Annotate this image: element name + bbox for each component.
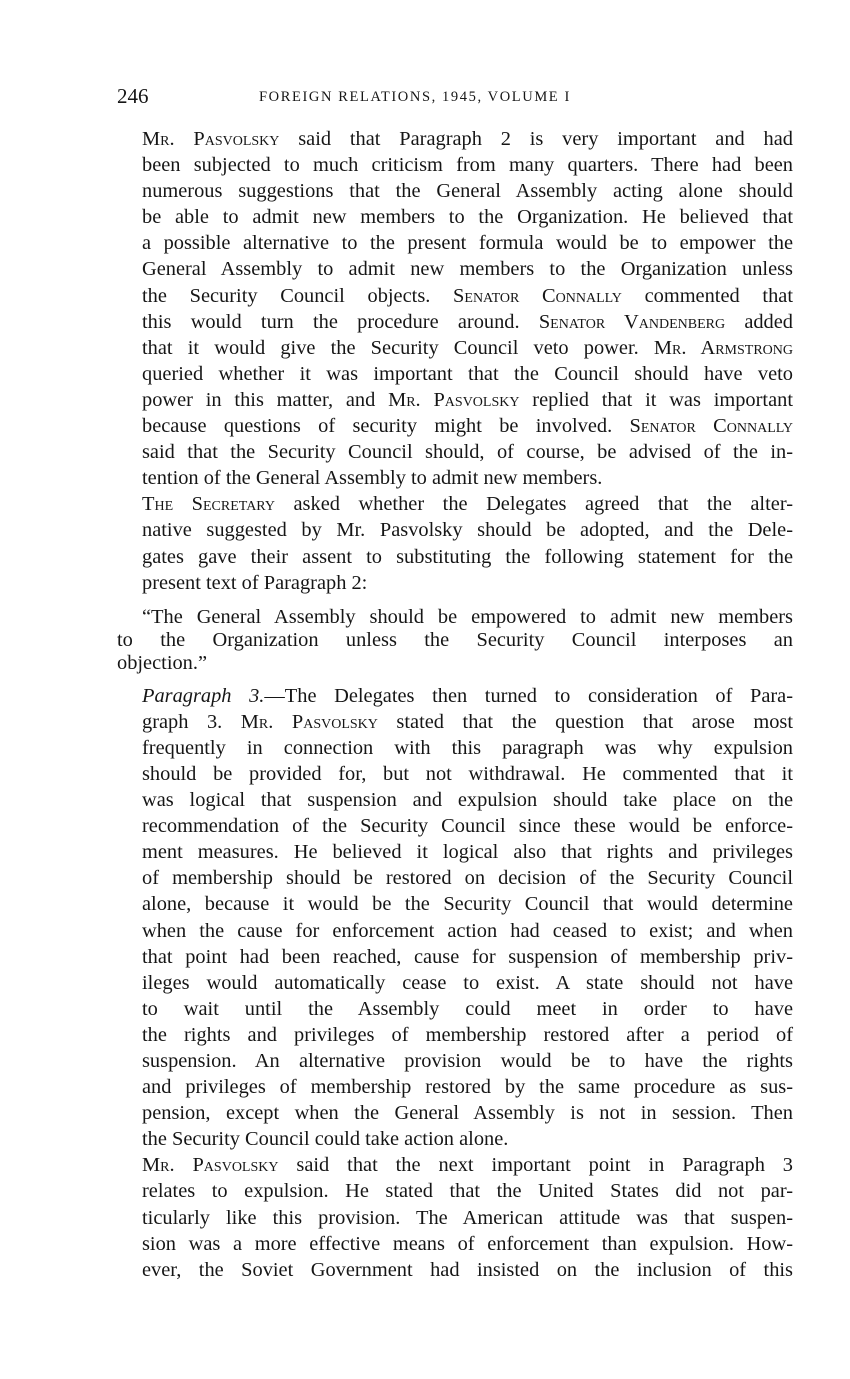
line-text: frequently in connection with this paragraph was why expulsion <box>142 736 793 759</box>
line-text: replied that it was important <box>519 388 793 411</box>
line-text: ileges would automatically cease to exist. A state should not have <box>142 971 793 994</box>
line-text: —The Delegates then turned to consideration of Para- <box>264 684 794 707</box>
speaker-name: The Secretary <box>142 493 275 516</box>
speaker-name: Senator Vandenberg <box>538 310 726 333</box>
text-line <box>117 1178 793 1204</box>
text-line <box>117 1022 793 1048</box>
text-line <box>117 918 793 944</box>
text-line <box>117 413 793 439</box>
text-line <box>117 570 793 596</box>
text-line <box>117 335 793 361</box>
line-text: ment measures. He believed it logical also that rights and privileges <box>142 841 793 864</box>
text-line <box>117 204 793 230</box>
speaker-name: Senator Connally <box>629 415 794 438</box>
line-text: been subjected to much criticism from many quarters. There had been <box>142 154 793 177</box>
text-line <box>117 761 793 787</box>
line-text: ticularly like this provision. The American attitude was that suspen- <box>142 1206 793 1229</box>
text-line <box>117 787 793 813</box>
line-text: pension, except when the General Assembly is not in session. Then <box>142 1102 793 1125</box>
page-header <box>117 84 793 112</box>
text-line <box>117 178 793 204</box>
line-text: alone, because it would be the Security Council that would determine <box>142 893 793 916</box>
text-line <box>117 709 793 735</box>
line-text: and privileges of membership restored by the same procedure as sus- <box>142 1076 793 1099</box>
line-text: that it would give the Security Council veto power. <box>142 336 654 359</box>
line-text: added <box>725 310 793 333</box>
text-line <box>117 1205 793 1231</box>
text-line <box>117 309 793 335</box>
line-text: to the Organization unless the Security Council interposes an <box>117 628 793 651</box>
text-line <box>117 1074 793 1100</box>
text-line <box>117 891 793 917</box>
line-text: that point had been reached, cause for suspension of membership priv- <box>142 945 793 968</box>
text-line <box>117 839 793 865</box>
line-text: relates to expulsion. He stated that the United States did not par- <box>142 1180 793 1203</box>
line-text: queried whether it was important that the Council should have veto <box>142 362 793 385</box>
running-head: FOREIGN RELATIONS, 1945, VOLUME I <box>259 89 571 105</box>
text-line <box>117 652 793 675</box>
line-text: objection.” <box>117 651 208 674</box>
line-text: native suggested by Mr. Pasvolsky should be adopted, and the Dele- <box>142 519 793 542</box>
line-text: asked whether the Delegates agreed that the alter- <box>274 493 793 516</box>
speaker-name: Mr. Pasvolsky <box>240 710 378 733</box>
line-text: this would turn the procedure around. <box>142 310 539 333</box>
speaker-name: Mr. Pasvolsky <box>142 128 280 150</box>
line-text: be able to admit new members to the Organization. He believed that <box>142 206 793 229</box>
speaker-name: Mr. Pasvolsky <box>142 1154 279 1177</box>
text-line <box>117 1048 793 1074</box>
speaker-name: Senator Connally <box>453 284 622 307</box>
text-line <box>117 283 793 309</box>
speaker-name: Mr. Armstrong <box>653 336 793 359</box>
text-line <box>117 1257 793 1283</box>
body-text <box>117 126 793 1283</box>
block-quote <box>117 606 793 675</box>
line-text: of membership should be restored on decision of the Security Council <box>142 867 793 890</box>
text-line <box>117 629 793 652</box>
text-line <box>117 1152 793 1178</box>
text-line <box>117 465 793 491</box>
text-line <box>117 865 793 891</box>
line-text: the Security Council could take action alone. <box>142 1128 509 1151</box>
text-line <box>117 1126 793 1152</box>
speaker-name: Mr. Pasvolsky <box>388 388 520 411</box>
line-text: graph 3. <box>142 710 241 733</box>
line-text: power in this matter, and <box>142 388 389 411</box>
text-line <box>117 544 793 570</box>
text-line <box>117 152 793 178</box>
text-line <box>117 683 793 709</box>
text-line <box>117 1100 793 1126</box>
text-line <box>117 970 793 996</box>
line-text: ever, the Soviet Government had insisted on the inclusion of this <box>142 1258 793 1281</box>
text-line <box>117 126 793 152</box>
line-text: to wait until the Assembly could meet in order to have <box>142 997 793 1020</box>
line-text: said that Paragraph 2 is very important and had <box>279 128 793 150</box>
line-text: commented that <box>621 284 793 307</box>
line-text: the Security Council objects. <box>142 284 454 307</box>
text-line <box>117 491 793 517</box>
text-line <box>117 813 793 839</box>
line-text: General Assembly to admit new members to the Organization unless <box>142 258 793 281</box>
text-line <box>117 230 793 256</box>
line-text: “The General Assembly should be empowered to admit new members <box>142 605 793 628</box>
text-line <box>117 256 793 282</box>
text-line <box>117 1231 793 1257</box>
text-line <box>117 996 793 1022</box>
page-number: 246 <box>117 84 149 108</box>
line-text: gates gave their assent to substituting the following statement for the <box>142 545 793 568</box>
text-line <box>117 439 793 465</box>
text-line <box>117 735 793 761</box>
text-line <box>117 944 793 970</box>
line-text: suspension. An alternative provision would be to have the rights <box>142 1050 793 1072</box>
line-text: stated that the question that arose most <box>377 710 793 733</box>
text-line <box>142 606 793 629</box>
line-text: when the cause for enforcement action had ceased to exist; and when <box>142 919 793 942</box>
line-text: present text of Paragraph 2: <box>142 571 368 594</box>
line-text: tention of the General Assembly to admit new members. <box>142 467 603 490</box>
text-line <box>117 361 793 387</box>
line-text: recommendation of the Security Council since these would be enforce- <box>142 815 793 838</box>
line-text: the rights and privileges of membership restored after a period of <box>142 1023 793 1046</box>
line-text: was logical that suspension and expulsion should take place on the <box>142 789 793 812</box>
line-text: said that the next important point in Paragraph 3 <box>278 1154 794 1177</box>
text-line <box>117 387 793 413</box>
line-text: a possible alternative to the present formula would be to empower the <box>142 232 793 255</box>
line-text: should be provided for, but not withdrawal. He commented that it <box>142 762 793 785</box>
paragraph <box>117 1152 793 1282</box>
paragraph <box>117 126 793 491</box>
line-text: said that the Security Council should, of course, be advised of the in- <box>142 441 793 464</box>
paragraph <box>117 683 793 1153</box>
text-line <box>117 517 793 543</box>
line-text: because questions of security might be involved. <box>142 415 630 438</box>
italic-heading: Paragraph 3. <box>142 684 265 707</box>
line-text: sion was a more effective means of enforcement than expulsion. How- <box>142 1232 793 1255</box>
line-text: numerous suggestions that the General Assembly acting alone should <box>142 180 793 203</box>
paragraph <box>117 491 793 595</box>
